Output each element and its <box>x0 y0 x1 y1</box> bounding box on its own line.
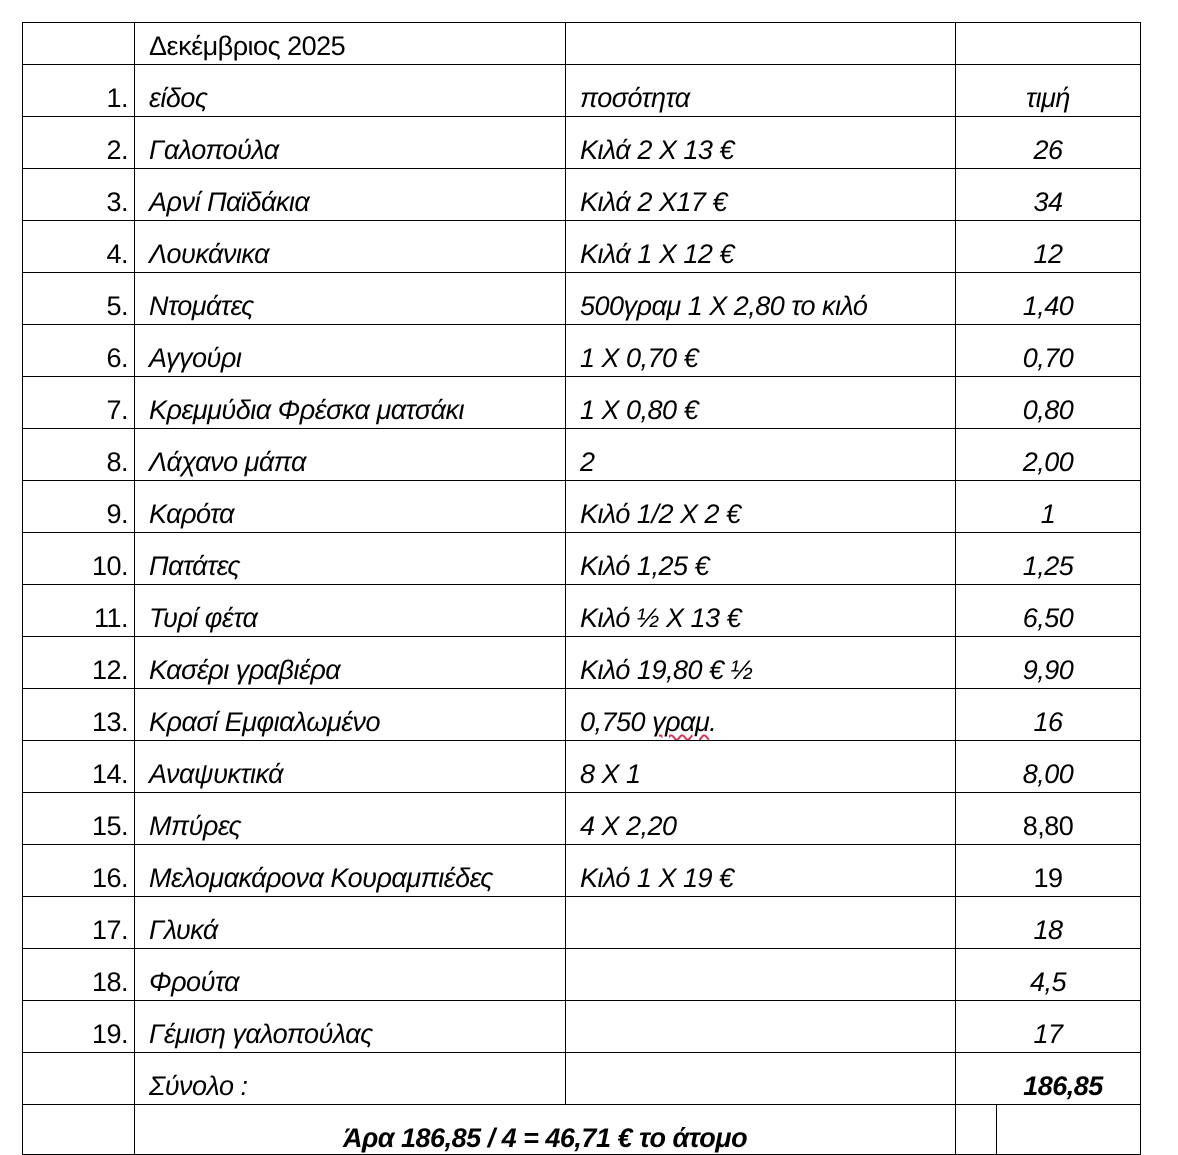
empty-cell <box>997 1105 1141 1155</box>
empty-cell <box>23 1053 135 1105</box>
table-row <box>23 533 1141 585</box>
item-price: 19 <box>956 845 1141 897</box>
quantity-text: 0,750 <box>580 707 653 737</box>
item-price: 6,50 <box>956 585 1141 637</box>
item-name: Αναψυκτικά <box>135 741 566 793</box>
row-number: 8. <box>23 429 135 481</box>
item-quantity <box>566 1001 956 1053</box>
item-quantity: Κιλό ½ Χ 13 € <box>566 585 956 637</box>
item-price: 26 <box>956 117 1141 169</box>
item-name: Φρούτα <box>135 949 566 1001</box>
row-number: 3. <box>23 169 135 221</box>
item-name: Κρασί Εμφιαλωμένο <box>135 689 566 741</box>
table-row <box>23 273 1141 325</box>
column-header-row <box>23 65 1141 117</box>
item-price: 1,25 <box>956 533 1141 585</box>
per-person-summary: Άρα 186,85 / 4 = 46,71 € το άτομο <box>135 1105 956 1155</box>
item-quantity <box>566 689 956 741</box>
item-price: 0,80 <box>956 377 1141 429</box>
row-number: 17. <box>23 897 135 949</box>
table-row <box>23 793 1141 845</box>
item-price: 2,00 <box>956 429 1141 481</box>
item-quantity <box>566 897 956 949</box>
total-value: 186,85 <box>956 1053 1141 1105</box>
month-title: Δεκέμβριος 2025 <box>135 23 566 65</box>
table-row <box>23 585 1141 637</box>
table-row <box>23 689 1141 741</box>
row-number: 6. <box>23 325 135 377</box>
row-number: 19. <box>23 1001 135 1053</box>
row-number: 1. <box>23 65 135 117</box>
table-row <box>23 845 1141 897</box>
item-quantity: Κιλά 2 Χ 13 € <box>566 117 956 169</box>
row-number: 15. <box>23 793 135 845</box>
row-number: 14. <box>23 741 135 793</box>
shopping-table <box>22 22 1141 1155</box>
item-name: Μελομακάρονα Κουραμπιέδες <box>135 845 566 897</box>
item-price: 4,5 <box>956 949 1141 1001</box>
item-name: Πατάτες <box>135 533 566 585</box>
table-row <box>23 741 1141 793</box>
item-quantity: Κιλό 1,25 € <box>566 533 956 585</box>
table-row <box>23 117 1141 169</box>
empty-cell <box>23 1105 135 1155</box>
row-number: 4. <box>23 221 135 273</box>
empty-cell <box>23 23 135 65</box>
item-quantity: Κιλό 19,80 € ½ <box>566 637 956 689</box>
empty-cell <box>956 23 1141 65</box>
empty-cell <box>566 23 956 65</box>
spellcheck-flagged-word: γραμ <box>652 707 710 737</box>
row-number: 13. <box>23 689 135 741</box>
table-row <box>23 481 1141 533</box>
row-number: 5. <box>23 273 135 325</box>
item-name: Κασέρι γραβιέρα <box>135 637 566 689</box>
item-name: Λάχανο μάπα <box>135 429 566 481</box>
row-number: 16. <box>23 845 135 897</box>
empty-cell <box>566 1053 956 1105</box>
total-label: Σύνολο : <box>135 1053 566 1105</box>
item-price: 0,70 <box>956 325 1141 377</box>
item-price: 1 <box>956 481 1141 533</box>
item-price: 9,90 <box>956 637 1141 689</box>
table-row <box>23 377 1141 429</box>
item-price: 34 <box>956 169 1141 221</box>
item-name: Λουκάνικα <box>135 221 566 273</box>
item-name: Γλυκά <box>135 897 566 949</box>
item-name: Αγγούρι <box>135 325 566 377</box>
table-row <box>23 897 1141 949</box>
item-name: Μπύρες <box>135 793 566 845</box>
column-header-price: τιμή <box>956 65 1141 117</box>
row-number: 11. <box>23 585 135 637</box>
item-name: Καρότα <box>135 481 566 533</box>
item-quantity: 1 Χ 0,70 € <box>566 325 956 377</box>
item-quantity: 2 <box>566 429 956 481</box>
row-number: 7. <box>23 377 135 429</box>
title-row <box>23 23 1141 65</box>
item-price: 8,00 <box>956 741 1141 793</box>
table-row <box>23 1001 1141 1053</box>
item-price: 8,80 <box>956 793 1141 845</box>
table-row <box>23 325 1141 377</box>
table-row <box>23 429 1141 481</box>
row-number: 2. <box>23 117 135 169</box>
item-name: Ντομάτες <box>135 273 566 325</box>
item-name: Τυρί φέτα <box>135 585 566 637</box>
item-quantity <box>566 949 956 1001</box>
table-body <box>23 23 1141 1155</box>
item-name: Γαλοπούλα <box>135 117 566 169</box>
row-number: 12. <box>23 637 135 689</box>
row-number: 18. <box>23 949 135 1001</box>
item-price: 16 <box>956 689 1141 741</box>
item-quantity: Κιλό 1/2 Χ 2 € <box>566 481 956 533</box>
total-row <box>23 1053 1141 1105</box>
per-person-row <box>23 1105 1141 1155</box>
item-quantity: 4 Χ 2,20 <box>566 793 956 845</box>
item-quantity: 1 Χ 0,80 € <box>566 377 956 429</box>
item-price: 1,40 <box>956 273 1141 325</box>
item-quantity: Κιλά 1 Χ 12 € <box>566 221 956 273</box>
column-header-quantity: ποσότητα <box>566 65 956 117</box>
item-name: Κρεμμύδια Φρέσκα ματσάκι <box>135 377 566 429</box>
item-price: 18 <box>956 897 1141 949</box>
item-price: 17 <box>956 1001 1141 1053</box>
item-quantity: Κιλά 2 Χ17 € <box>566 169 956 221</box>
item-name: Γέμιση γαλοπούλας <box>135 1001 566 1053</box>
table-row <box>23 221 1141 273</box>
quantity-text: . <box>709 707 717 737</box>
row-number: 10. <box>23 533 135 585</box>
item-price: 12 <box>956 221 1141 273</box>
empty-cell <box>956 1105 997 1155</box>
column-header-item: είδος <box>135 65 566 117</box>
item-name: Αρνί Παϊδάκια <box>135 169 566 221</box>
row-number: 9. <box>23 481 135 533</box>
item-quantity: Κιλό 1 Χ 19 € <box>566 845 956 897</box>
table-row <box>23 949 1141 1001</box>
item-quantity: 500γραμ 1 Χ 2,80 το κιλό <box>566 273 956 325</box>
table-row <box>23 169 1141 221</box>
table-row <box>23 637 1141 689</box>
item-quantity: 8 Χ 1 <box>566 741 956 793</box>
